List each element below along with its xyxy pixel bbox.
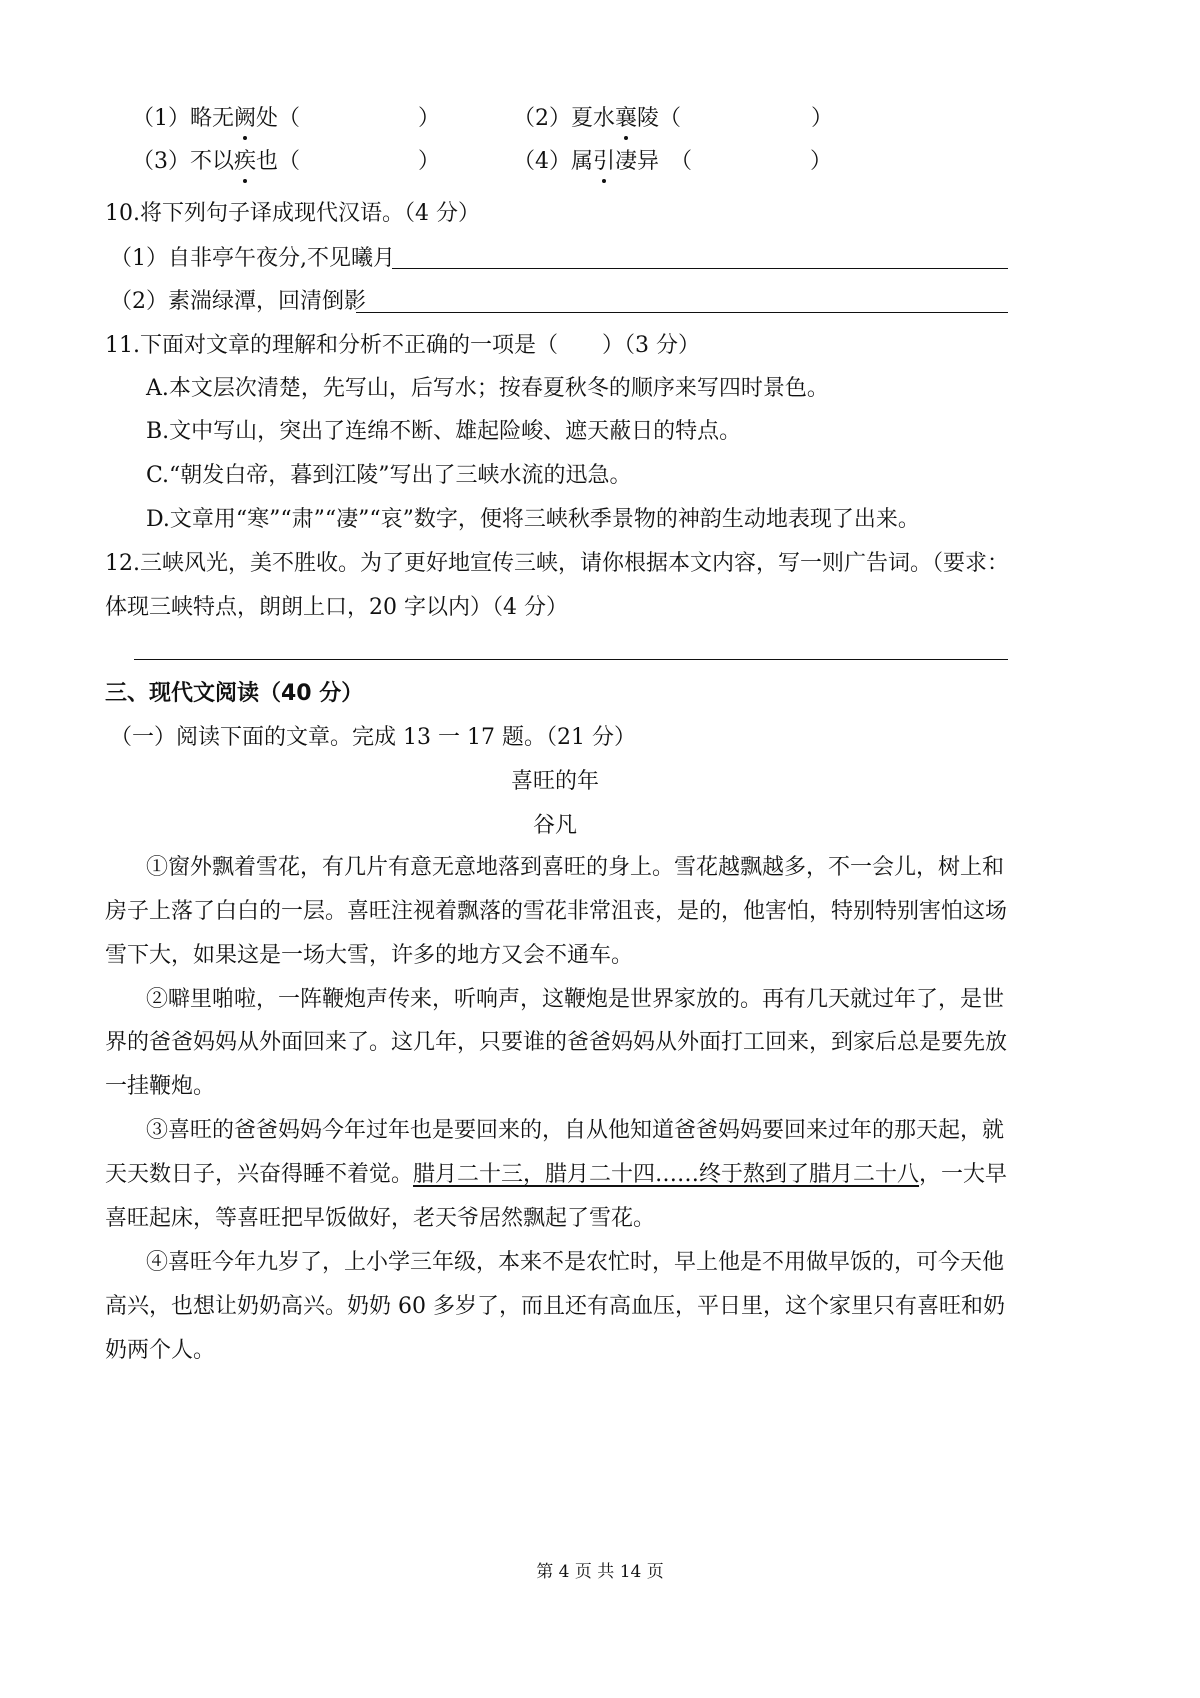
- essay-para-3-line-3: 喜旺起床，等喜旺把早饭做好，老天爷居然飘起了雪花。: [105, 1206, 656, 1231]
- q11-option-a: A.本文层次清楚，先写山，后写水；按春夏秋冬的顺序来写四时景色。: [146, 376, 829, 401]
- underlined-text: 腊月二十三，腊月二十四……终于熬到了腊月二十八: [413, 1162, 920, 1187]
- essay-para-1-line-1: ①窗外飘着雪花，有几片有意无意地落到喜旺的身上。雪花越飘越多，不一会儿，树上和: [146, 855, 1005, 880]
- essay-para-4-line-2: 高兴，也想让奶奶高兴。奶奶 60 多岁了，而且还有高血压，平日里，这个家里只有喜旺和奶: [105, 1294, 1005, 1319]
- answer-line-2[interactable]: [356, 312, 1008, 313]
- section-subtitle: （一）阅读下面的文章。完成 13 一 17 题。（21 分）: [110, 725, 636, 750]
- q9-item-2: （2）夏水襄陵（ ）: [513, 104, 833, 134]
- q12-line-2: 体现三峡特点，朗朗上口，20 字以内）（4 分）: [105, 595, 568, 620]
- q10-sentence-2: （2）素湍绿潭，回清倒影: [110, 289, 366, 314]
- q9-item-1: （1）略无阙处（ ）: [132, 104, 440, 134]
- answer-line-1[interactable]: [392, 268, 1008, 269]
- essay-para-1-line-2: 房子上落了白白的一层。喜旺注视着飘落的雪花非常沮丧，是的，他害怕，特别特别害怕这场: [105, 899, 1008, 924]
- q10-title: 10.将下列句子译成现代汉语。（4 分）: [105, 201, 480, 226]
- q9-item-3: （3）不以疾也（ ）: [132, 147, 440, 177]
- emphasis-char: 引: [593, 147, 615, 177]
- essay-para-3-line-1: ③喜旺的爸爸妈妈今年过年也是要回来的，自从他知道爸爸妈妈要回来过年的那天起，就: [146, 1118, 1005, 1143]
- essay-title: 喜旺的年: [510, 769, 599, 794]
- q10-sentence-1: （1）自非亭午夜分,不见曦月: [110, 246, 395, 271]
- q11-option-c: C.“朝发白帝，暮到江陵”写出了三峡水流的迅急。: [146, 463, 632, 488]
- q12-line-1: 12.三峡风光，美不胜收。为了更好地宣传三峡，请你根据本文内容，写一则广告词。（要求：: [105, 551, 1009, 576]
- essay-para-1-line-3: 雪下大，如果这是一场大雪，许多的地方又会不通车。: [105, 943, 634, 968]
- section-title: 三、现代文阅读（40 分）: [105, 681, 364, 706]
- q9-item-4: （4）属引凄异 （ ）: [513, 147, 832, 177]
- essay-para-4-line-3: 奶两个人。: [105, 1338, 216, 1363]
- essay-para-3-line-2: 天天数日子，兴奋得睡不着觉。腊月二十三，腊月二十四……终于熬到了腊月二十八，一大早: [105, 1162, 1008, 1187]
- essay-para-2-line-3: 一挂鞭炮。: [105, 1074, 216, 1099]
- emphasis-char: 疾: [234, 147, 256, 177]
- q11-title: 11.下面对文章的理解和分析不正确的一项是（ ）（3 分）: [105, 333, 700, 358]
- page-footer: 第 4 页 共 14 页: [536, 1562, 664, 1582]
- q11-option-d: D.文章用“寒”“肃”“凄”“哀”数字，便将三峡秋季景物的神韵生动地表现了出来。: [146, 507, 920, 532]
- essay-author: 谷凡: [532, 813, 577, 838]
- essay-para-2-line-1: ②噼里啪啦，一阵鞭炮声传来，听响声，这鞭炮是世界家放的。再有几天就过年了，是世: [146, 987, 1005, 1012]
- emphasis-char: 阙: [234, 104, 256, 134]
- essay-para-4-line-1: ④喜旺今年九岁了，上小学三年级，本来不是农忙时，早上他是不用做早饭的，可今天他: [146, 1250, 1005, 1275]
- essay-para-2-line-2: 界的爸爸妈妈从外面回来了。这几年，只要谁的爸爸妈妈从外面打工回来，到家后总是要先放: [105, 1030, 1008, 1055]
- emphasis-char: 襄: [615, 104, 637, 134]
- q11-option-b: B.文中写山，突出了连绵不断、雄起险峻、遮天蔽日的特点。: [146, 419, 742, 444]
- answer-line-3[interactable]: [134, 659, 1008, 660]
